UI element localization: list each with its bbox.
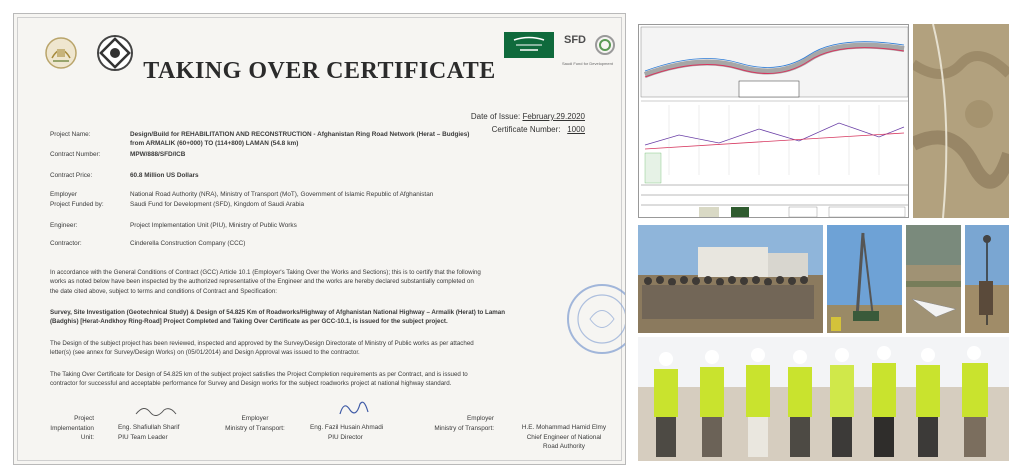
sfd-logo-subtitle: Saudi Fund for Development [562,61,613,66]
paragraph-line: (Badghis) [Herat-Andkhoy Ring-Road] Project Completed and Taking Over Certificate as per GCC-10.1, is issued for the subject project. [50,318,448,326]
taking-over-certificate [13,13,626,465]
satellite-image [913,24,1009,218]
certificate-number-value: 1000 [567,125,585,134]
official-stamp-icon [562,278,626,360]
employer-label-block [210,414,300,433]
employer-sig-label-2: Ministry of Transport: [225,424,285,432]
employer2-label-block [410,414,494,433]
project-name-line1: Design/Build for REHABILITATION AND RECONSTRUCTION - Afghanistan Ring Road Network (Herat – Budgies) [130,131,470,138]
piu-label-3: Unit: [80,434,94,441]
paragraph-line: The Design of the subject project has been reviewed, inspected and approved by the Survey/Design Directorate of Ministry of Public works as per attached [50,340,474,347]
paragraph-gcc [50,268,610,296]
paragraph-line: contractor for successful and acceptable performance for Survey and Design works for the subject roadworks project at national highway standard. [50,380,452,388]
paragraph-line: the date cited above, subject to terms and conditions of Contract and Specification: [50,287,278,295]
date-label: Date of Issue: [470,112,521,121]
certificate-number-label: Certificate Number: [491,125,561,134]
drilling-rig-photo [827,225,902,333]
funded-value: Saudi Fund for Development (SFD), Kingdom of Saudi Arabia [130,201,305,208]
paragraph-line: Survey, Site Investigation (Geotechnical Study) & Design of 54.825 Km of Roadworks/Highway of Afghanistan National Highway – Armalik (Herat) to Laman [50,309,505,316]
survey-photo [965,225,1009,333]
piu-label-2: Implementation [50,424,94,432]
contract-price-label: Contract Price: [50,172,93,179]
paragraph-line: works as noted below have been inspected by the authorized representative of the Engineer and the works are hereby declared substantially completed on [50,278,474,286]
chief-name: H.E. Mohammad Hamid Elmy [521,424,607,431]
chief-title-1: Chief Engineer of National [526,433,602,441]
engineer-value: Project Implementation Unit (PIU), Ministry of Public Works [130,222,297,229]
contract-number-label: Contract Number: [50,151,101,158]
director-signatory [310,423,383,442]
piu-label-block [34,414,94,443]
employer2-sig-label-1: Employer [467,415,494,422]
director-title: PIU Director [328,433,363,441]
piu-title: PIU Team Leader [118,433,168,441]
project-name-line2: from ARMALIK (60+000) TO (114+800) LAMAN (54.8 km) [130,140,299,147]
chief-signatory [508,423,620,452]
piu-label-1: Project [74,415,94,422]
paragraph-line: letter(s) (see annex for Survey/Design Works) on (05/01/2014) and Design Approval was issued to the contractor. [50,349,360,357]
director-signature-icon [334,396,374,420]
employer-value: National Road Authority (NRA), Ministry of Transport (MoT), Government of Islamic Republic of Afghanistan [130,191,434,198]
piu-signatory [118,423,179,442]
piu-name: Eng. Shafiullah Sharif [118,424,180,431]
saudi-arabia-logo [504,32,554,58]
paragraph-design [50,339,610,358]
engineer-label: Engineer: [50,222,78,229]
employer-label: Employer [50,191,77,198]
director-name: Eng. Fazil Husain Ahmadi [310,424,384,431]
engineers-team-photo [638,337,1009,461]
site-group-photo [638,225,823,333]
piu-signature-icon [132,402,182,420]
paragraph-line: The Taking Over Certificate for Design of 54.825 km of the subject project satisfies the Project Completion requirements as per Contract, and is issued to [50,371,468,378]
paragraph-taking-over [50,370,610,389]
contract-price-value: 60.8 Million US Dollars [130,172,199,179]
sfd-swirl-icon [594,34,616,56]
sfd-logo-text: SFD [564,34,586,46]
project-name-label: Project Name: [50,131,91,138]
drone-photo [906,225,961,333]
funded-label: Project Funded by: [50,201,104,208]
chief-title-2: Road Authority [543,443,585,450]
paragraph-survey [50,308,610,327]
road-design-drawing [638,24,909,218]
employer2-sig-label-2: Ministry of Transport: [434,424,494,432]
employer-sig-label-1: Employer [241,415,269,422]
contract-number-value: MPW/888/SFD/ICB [130,151,186,158]
certificate-title: TAKING OVER CERTIFICATE [143,58,496,84]
contractor-label: Contractor: [50,240,82,247]
paragraph-line: In accordance with the General Conditions of Contract (GCC) Article 10.1 (Employer's Taking Over the Works and Sections); this is to certify that the following [50,269,481,276]
contractor-value: Cinderella Construction Company (CCC) [130,240,246,247]
date-value: February.29.2020 [522,112,585,121]
